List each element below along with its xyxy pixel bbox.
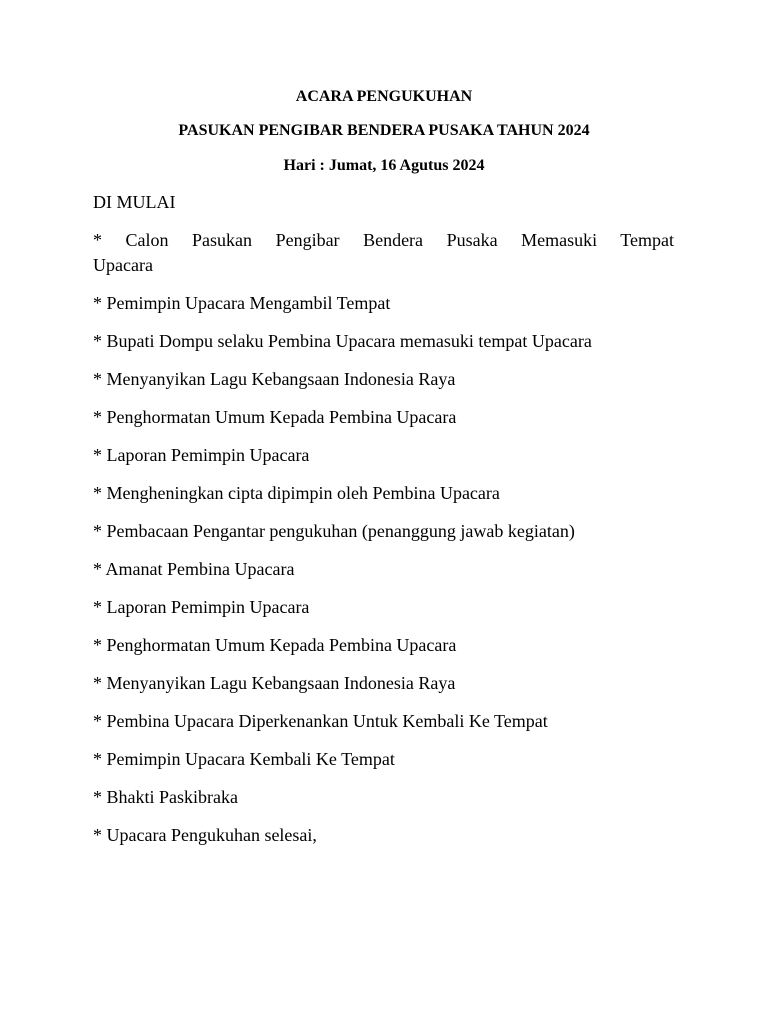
agenda-item: * Penghormatan Umum Kepada Pembina Upacara <box>93 635 457 655</box>
agenda-item: * Pemimpin Upacara Kembali Ke Tempat <box>93 749 395 769</box>
intro-text: DI MULAI <box>93 192 176 212</box>
agenda-item: * Bhakti Paskibraka <box>93 787 238 807</box>
agenda-item: * Mengheningkan cipta dipimpin oleh Pembina Upacara <box>93 483 500 503</box>
agenda-item: * Pembacaan Pengantar pengukuhan (penanggung jawab kegiatan) <box>93 521 575 541</box>
agenda-item: * Pemimpin Upacara Mengambil Tempat <box>93 293 391 313</box>
agenda-item: * Amanat Pembina Upacara <box>93 559 295 579</box>
agenda-item: * Menyanyikan Lagu Kebangsaan Indonesia Raya <box>93 673 456 693</box>
agenda-item: * Menyanyikan Lagu Kebangsaan Indonesia Raya <box>93 369 456 389</box>
agenda-list <box>93 228 674 861</box>
agenda-item-line-1: * Calon Pasukan Pengibar Bendera Pusaka Memasuki Tempat <box>93 230 674 250</box>
document-date-line: Hari : Jumat, 16 Agutus 2024 <box>283 157 485 174</box>
document-subtitle: PASUKAN PENGIBAR BENDERA PUSAKA TAHUN 2024 <box>178 122 590 139</box>
agenda-item: * Penghormatan Umum Kepada Pembina Upacara <box>93 407 457 427</box>
agenda-item <box>93 228 674 278</box>
agenda-item-line-2: Upacara <box>93 255 153 275</box>
agenda-item: * Laporan Pemimpin Upacara <box>93 597 310 617</box>
agenda-item: * Upacara Pengukuhan selesai, <box>93 825 317 845</box>
agenda-item: * Bupati Dompu selaku Pembina Upacara memasuki tempat Upacara <box>93 331 592 351</box>
document-title: ACARA PENGUKUHAN <box>295 88 473 105</box>
agenda-item: * Laporan Pemimpin Upacara <box>93 445 310 465</box>
agenda-item: * Pembina Upacara Diperkenankan Untuk Kembali Ke Tempat <box>93 711 548 731</box>
